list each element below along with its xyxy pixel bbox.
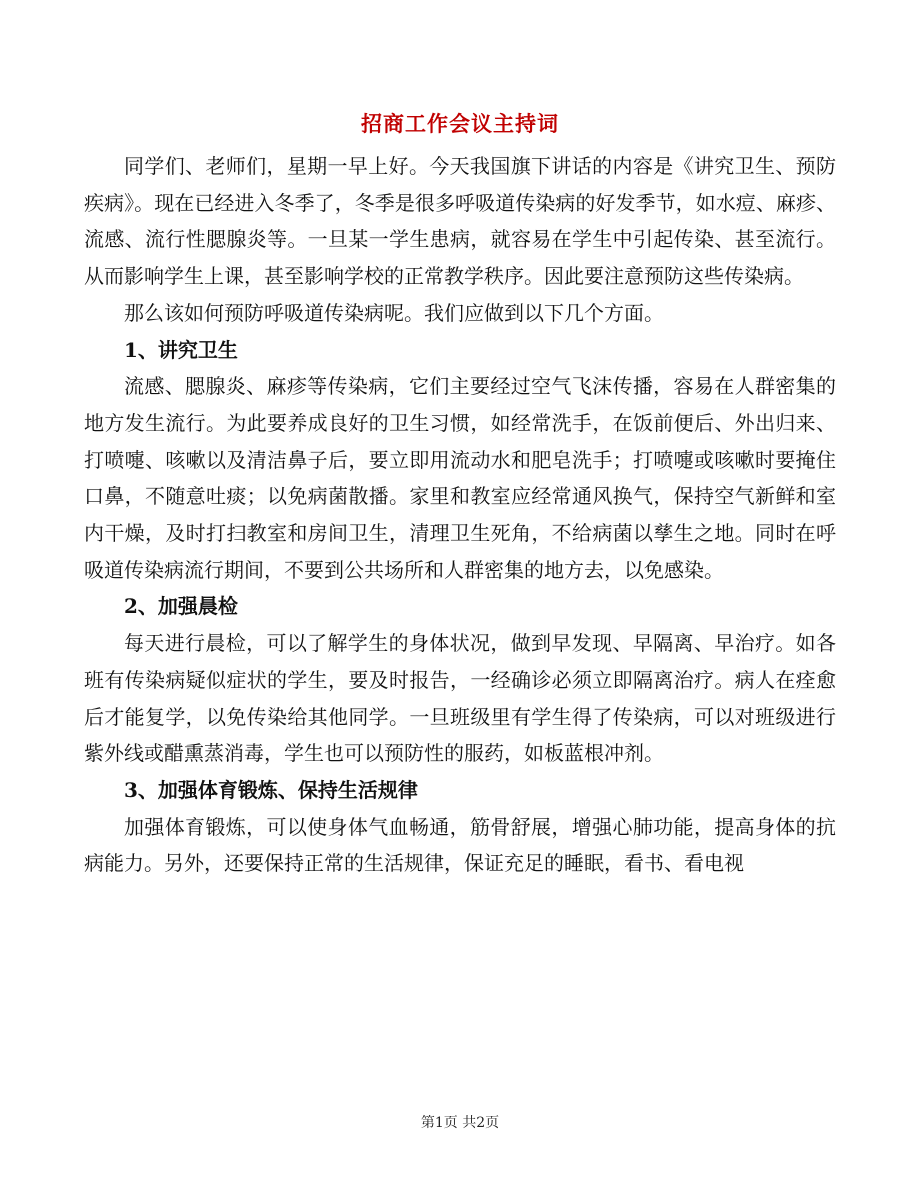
document-title: 招商工作会议主持词 <box>361 111 559 136</box>
section-heading: 1、讲究卫生 <box>124 337 238 362</box>
paragraph: 同学们、老师们，星期一早上好。今天我国旗下讲话的内容是《讲究卫生、预防疾病》。现在已经进入冬季了，冬季是很多呼吸道传染病的好发季节，如水痘、麻疹、流感、流行性腮腺炎等。一旦某一学生患病，就容易在学生中引起传染、甚至流行。从而影响学生上课，甚至影响学校的正常教学秩序。因此要注意预防这些传染病。 <box>84 154 836 289</box>
paragraph: 加强体育锻炼，可以使身体气血畅通，筋骨舒展，增强心肺功能，提高身体的抗病能力。另外，还要保持正常的生活规律，保证充足的睡眠，看书、看电视 <box>84 814 836 876</box>
document-body <box>84 148 836 882</box>
section-heading: 2、加强晨检 <box>124 594 238 619</box>
paragraph: 流感、腮腺炎、麻疹等传染病，它们主要经过空气飞沫传播，容易在人群密集的地方发生流行。为此要养成良好的卫生习惯，如经常洗手，在饭前便后、外出归来、打喷嚏、咳嗽以及清洁鼻子后，要立即用流动水和肥皂洗手；打喷嚏或咳嗽时要掩住口鼻，不随意吐痰；以免病菌散播。家里和教室应经常通风换气，保持空气新鲜和室内干燥，及时打扫教室和房间卫生，清理卫生死角，不给病菌以孳生之地。同时在呼吸道传染病流行期间，不要到公共场所和人群密集的地方去，以免感染。 <box>84 374 836 582</box>
section-heading: 3、加强体育锻炼、保持生活规律 <box>124 777 418 802</box>
page-footer: 第1页 共2页 <box>420 1115 500 1131</box>
paragraph: 每天进行晨检，可以了解学生的身体状况，做到早发现、早隔离、早治疗。如各班有传染病疑似症状的学生，要及时报告，一经确诊必须立即隔离治疗。病人在痊愈后才能复学，以免传染给其他同学。一旦班级里有学生得了传染病，可以对班级进行紫外线或醋熏蒸消毒，学生也可以预防性的服药，如板蓝根冲剂。 <box>84 631 836 766</box>
paragraph: 那么该如何预防呼吸道传染病呢。我们应做到以下几个方面。 <box>124 300 664 325</box>
